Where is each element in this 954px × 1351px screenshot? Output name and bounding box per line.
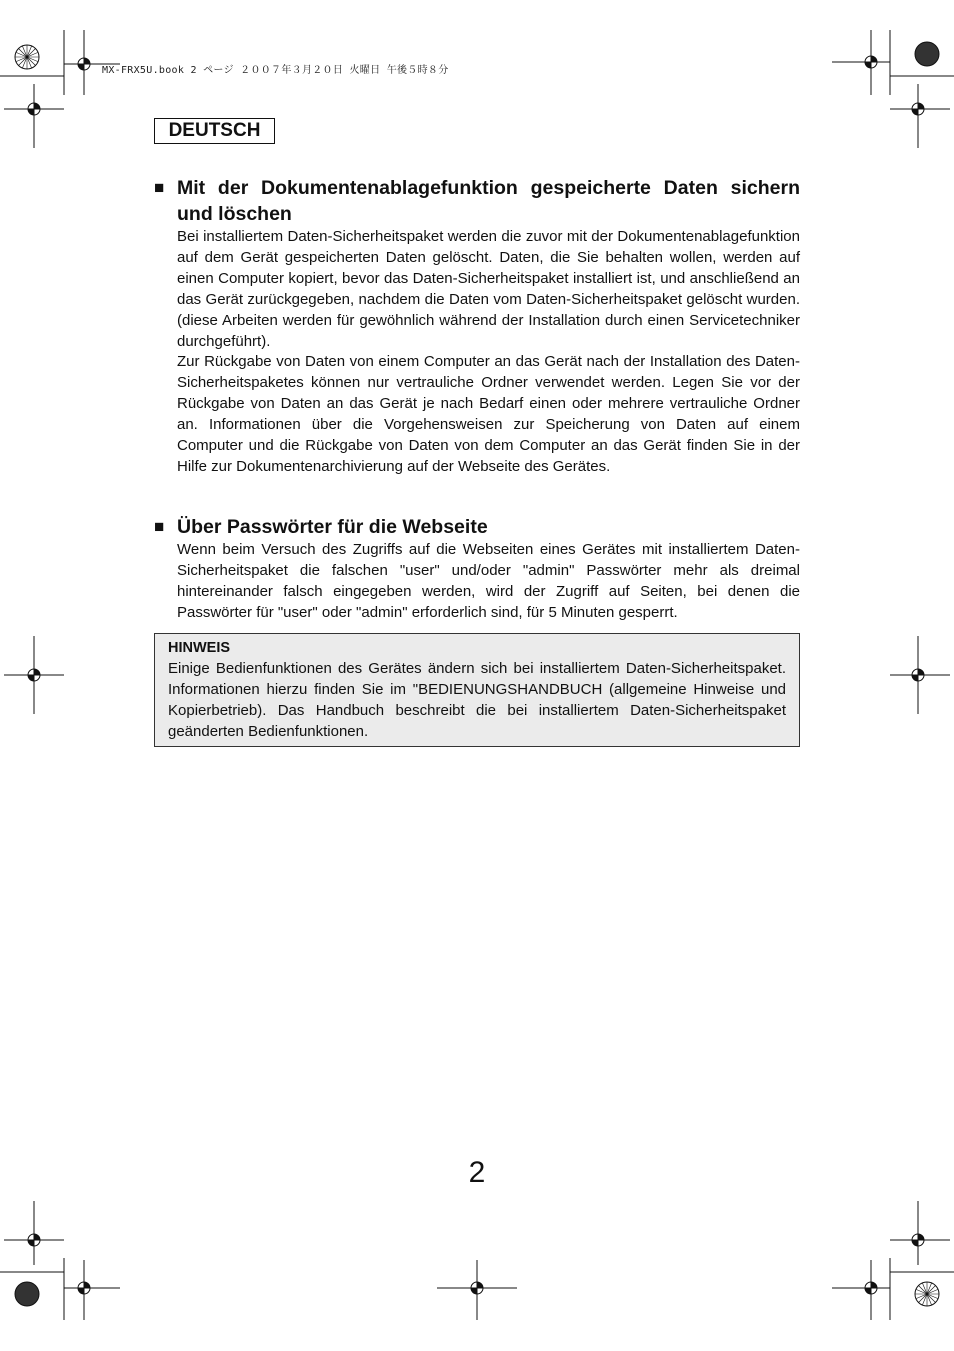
registration-target-icon [15,1282,39,1306]
registration-target-icon [915,42,939,66]
section-paragraph: Zur Rückgabe von Daten von einem Computer an das Gerät nach der Installation des Daten-Sicherheitspaketes können nur vertrauliche Ordner verwendet werden. Legen Sie vor der Rückgabe von Daten an das Gerät je nach Bedarf einen oder mehrere vertrauliche Ordner an. Informationen über die Vorgehensweisen zur Speicherung von Daten auf einem Computer und die Rückgabe von Daten von dem Computer an das Gerät finden Sie in der Hilfe zur Dokumentenarchivierung auf der Webseite des Gerätes. [177,353,800,475]
section-paragraph: Bei installiertem Daten-Sicherheitspaket werden die zuvor mit der Dokumentenablagefunktion auf dem Gerät gespeicherten Daten gelöscht. Daten, die Sie behalten wollen, werden auf einen Computer kopiert, bevor das Daten-Sicherheitspaket installiert ist, und anschließend an das Gerät zurückgegeben, nachdem die Daten vom Daten-Sicherheitspaket gelöscht wurden. (diese Arbeiten werden für gewöhnlich während der Installation durch einen Servicetechniker durchgeführt). [177,228,800,350]
square-bullet-icon: ■ [154,178,165,197]
print-header: MX-FRX5U.book 2 ページ ２００７年３月２０日 火曜日 午後５時８分 [102,65,449,76]
registration-target-icon [915,1282,939,1306]
section-title: Mit der Dokumentenablagefunktion gespeicherte Daten sichern und löschen [177,177,800,225]
registration-target-icon [15,45,39,69]
language-label: DEUTSCH [154,118,275,144]
page-number: 2 [468,1156,486,1189]
square-bullet-icon: ■ [154,517,165,536]
note-text: Einige Bedienfunktionen des Gerätes ändern sich bei installiertem Daten-Sicherheitspaket. Informationen hierzu finden Sie im "BEDIENUNGSHANDBUCH (allgemeine Hinweise und Kopierbetrieb). Das Handbuch beschreibt die bei installiertem Daten-Sicherheitspaket geänderten Bedienfunktionen. [168,660,786,740]
crop-lines [0,30,954,1320]
note-title: HINWEIS [168,640,231,656]
section-title: Über Passwörter für die Webseite [177,516,488,538]
section-paragraph: Wenn beim Versuch des Zugriffs auf die Webseiten eines Gerätes mit installiertem Daten-Sicherheitspaket die falschen "user" und/oder "admin" Passwörter mehr als dreimal hintereinander falsch eingegeben werden, wird der Zugriff auf Seiten, bei denen die Passwörter für "user" oder "admin" erforderlich sind, für 5 Minuten gesperrt. [177,541,800,621]
